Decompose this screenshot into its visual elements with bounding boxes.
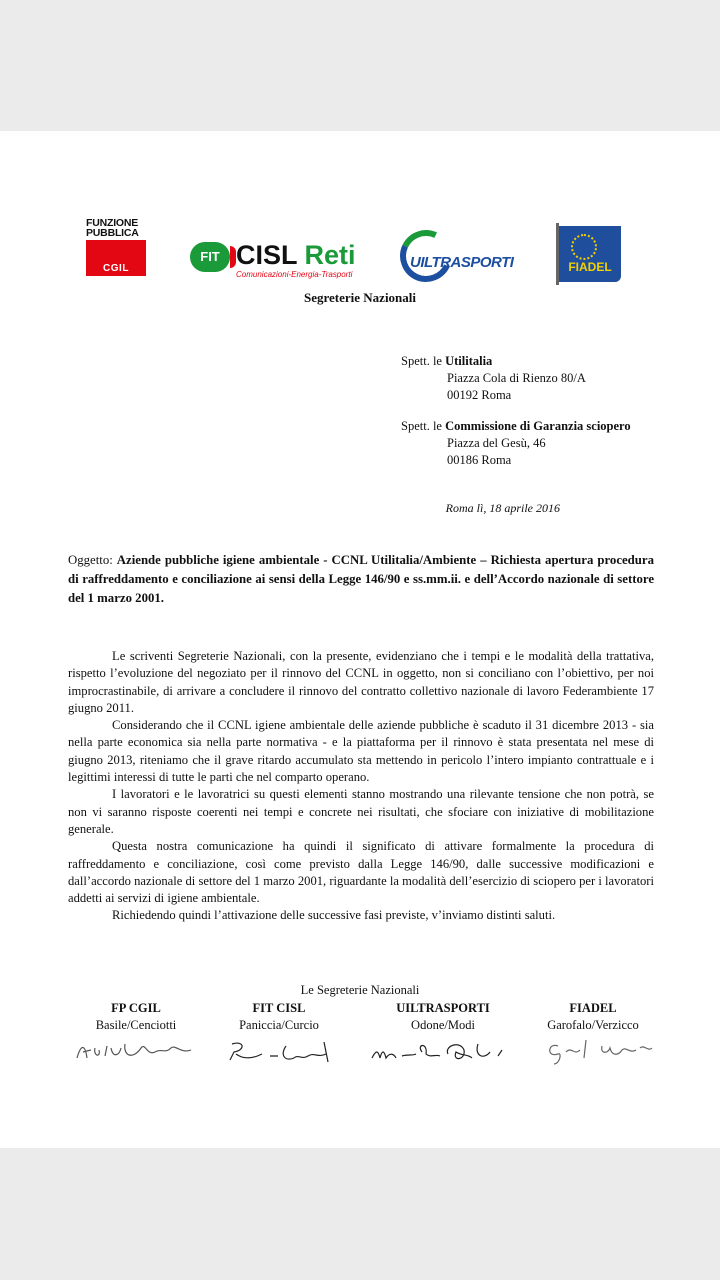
closing-line: Le Segreterie Nazionali (300, 983, 420, 997)
letter-subject (68, 551, 654, 608)
signature-fit-cisl (199, 1000, 359, 1066)
body-paragraph: Considerando che il CCNL igiene ambientale delle aziende pubbliche è scaduto il 31 dicembre 2013 - sia nella parte economica sia nella parte normativa - e la piattaforma per il rinnovo è stata presentata nel mese di giugno 2013, riteniamo che il grave ritardo accumulato sta mettendo in pericolo l’intero impianto contrattuale e i legittimi interessi di tutte le parti che nel comparto operano. (68, 718, 654, 785)
uiltrasporti-logo (398, 228, 523, 288)
header-title: Segreterie Nazionali (303, 290, 417, 305)
recipient-prefix: Spett. le (401, 419, 442, 433)
body-paragraph: Richiedendo quindi l’attivazione delle successive fasi previste, v’inviamo distinti saluti. (112, 908, 556, 923)
recipient-city: 00186 Roma (447, 453, 512, 467)
handwritten-signature-icon (71, 1036, 201, 1066)
uiltrasporti-logo-text: UILTRASPORTI (410, 254, 514, 271)
letter-date: Roma lì, 18 aprile 2016 (445, 501, 560, 515)
fit-badge: FIT (190, 242, 230, 272)
fiadel-logo (554, 223, 624, 285)
signatory-names: Basile/Cenciotti (95, 1018, 177, 1032)
subject-text: Aziende pubbliche igiene ambientale - CCNL Utilitalia/Ambiente – Richiesta apertura procedura di raffreddamento e conciliazione ai sensi della Legge 146/90 e ss.mm.ii. e dell’Accordo nazionale di settore del 1 marzo 2001. (68, 553, 654, 605)
signature-fiadel (513, 1000, 673, 1066)
eu-stars-icon (571, 234, 597, 260)
fp-cgil-logo-box-text: CGIL (103, 263, 129, 274)
fit-cisl-logo-main (236, 240, 356, 270)
recipient-address: Piazza Cola di Rienzo 80/A (447, 371, 586, 385)
recipient-commissione (401, 418, 631, 469)
fit-cisl-logo-reti: Reti (304, 240, 356, 270)
signatory-names: Paniccia/Curcio (239, 1018, 319, 1032)
fit-cisl-logo-cisl: CISL (236, 240, 298, 270)
signatory-names: Odone/Modi (411, 1018, 475, 1032)
recipient-name: Commissione di Garanzia sciopero (445, 419, 631, 433)
fit-cisl-logo-sub: Comunicazioni-Energia-Trasporti (236, 270, 353, 279)
fp-cgil-logo-line2: PUBBLICA (86, 227, 139, 239)
fiadel-logo-text: FIADEL (568, 260, 612, 274)
body-paragraph: Questa nostra comunicazione ha quindi il significato di attivare formalmente la procedura di raffreddamento e conciliazione, così come previsto dalla Legge 146/90, dalle successive modificazioni e dall’accordo nazionale di settore del 1 marzo 2001, riguardante la modalità dell’esercizio di sciopero per i lavoratori addetti ai servizi di igiene ambientale. (68, 839, 654, 906)
recipient-city: 00192 Roma (447, 388, 512, 402)
signature-uiltrasporti (363, 1000, 523, 1066)
signatory-org: FIADEL (569, 1001, 617, 1015)
recipient-utilitalia (401, 353, 586, 404)
recipient-prefix: Spett. le (401, 354, 442, 368)
handwritten-signature-icon (214, 1036, 344, 1066)
fp-cgil-logo (86, 218, 146, 288)
signature-fp-cgil (56, 1000, 216, 1066)
letter-page (0, 131, 720, 1148)
signatory-org: FP CGIL (111, 1001, 161, 1015)
signatory-org: UILTRASPORTI (396, 1001, 490, 1015)
handwritten-signature-icon (368, 1036, 518, 1066)
signatory-org: FIT CISL (252, 1001, 306, 1015)
fiadel-flag-icon (559, 226, 621, 282)
handwritten-signature-icon (528, 1036, 658, 1066)
letter-body (68, 648, 654, 925)
fp-cgil-logo-line1: FUNZIONE (86, 217, 139, 229)
recipient-address: Piazza del Gesù, 46 (447, 436, 546, 450)
fit-cisl-logo (190, 242, 360, 282)
body-paragraph: Le scriventi Segreterie Nazionali, con la presente, evidenziano che i tempi e le modalità della trattativa, rispetto l’evoluzione del negoziato per il rinnovo del CCNL in oggetto, non si conciliano con l’obiettivo, per noi improcrastinabile, di arrivare a concludere il rinnovo del contratto collettivo nazionale di lavoro Federambiente 17 giugno 2011. (68, 649, 654, 715)
signatory-names: Garofalo/Verzicco (547, 1018, 639, 1032)
fp-cgil-red-box (86, 240, 146, 276)
subject-label: Oggetto: (68, 553, 113, 567)
recipient-name: Utilitalia (445, 354, 493, 368)
body-paragraph: I lavoratori e le lavoratrici su questi elementi stanno mostrando una rilevante tensione che non potrà, se non vi saranno risposte coerenti nei tempi e concrete nei risultati, che sfociare con iniziative di mobilitazione generale. (68, 787, 654, 836)
